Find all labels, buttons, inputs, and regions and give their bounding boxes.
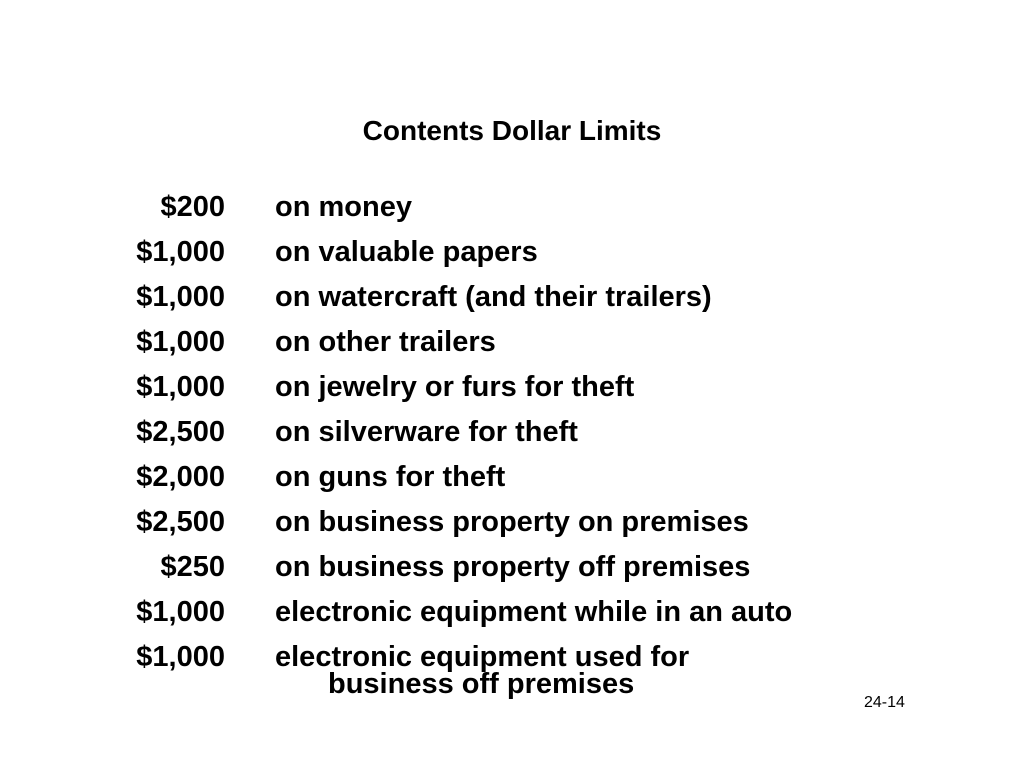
limit-description xyxy=(275,636,915,700)
limit-amount: $2,500 xyxy=(136,506,225,538)
limits-list xyxy=(0,186,1024,700)
limit-description: on money xyxy=(275,191,412,223)
limit-row xyxy=(0,591,1024,636)
limit-amount: $1,000 xyxy=(136,281,225,313)
limit-amount: $250 xyxy=(160,551,225,583)
slide-title: Contents Dollar Limits xyxy=(362,115,662,146)
limit-amount: $1,000 xyxy=(136,371,225,403)
limit-description: on guns for theft xyxy=(275,461,506,493)
limit-row xyxy=(0,186,1024,231)
limit-description: on silverware for theft xyxy=(275,416,578,448)
limit-amount: $1,000 xyxy=(136,326,225,358)
limit-amount: $1,000 xyxy=(136,641,225,673)
limit-description: on business property on premises xyxy=(275,506,749,538)
limit-description-continuation: business off premises xyxy=(328,668,635,700)
limit-description: on other trailers xyxy=(275,326,496,358)
limit-row xyxy=(0,411,1024,456)
limit-row xyxy=(0,636,1024,700)
limit-description: electronic equipment while in an auto xyxy=(275,596,793,628)
limit-row xyxy=(0,456,1024,501)
slide-number: 24-14 xyxy=(864,694,905,711)
limit-row xyxy=(0,546,1024,591)
limit-description-line: electronic equipment used for xyxy=(275,641,690,673)
limit-amount: $1,000 xyxy=(136,236,225,268)
limit-amount: $1,000 xyxy=(136,596,225,628)
limit-row xyxy=(0,501,1024,546)
limit-amount: $2,000 xyxy=(136,461,225,493)
limit-row xyxy=(0,321,1024,366)
limit-description: on business property off premises xyxy=(275,551,751,583)
limit-amount: $200 xyxy=(160,191,225,223)
limit-amount: $2,500 xyxy=(136,416,225,448)
limit-description: on watercraft (and their trailers) xyxy=(275,281,712,313)
limit-description: on valuable papers xyxy=(275,236,538,268)
limit-row xyxy=(0,276,1024,321)
limit-description: on jewelry or furs for theft xyxy=(275,371,635,403)
limit-row xyxy=(0,231,1024,276)
limit-row xyxy=(0,366,1024,411)
